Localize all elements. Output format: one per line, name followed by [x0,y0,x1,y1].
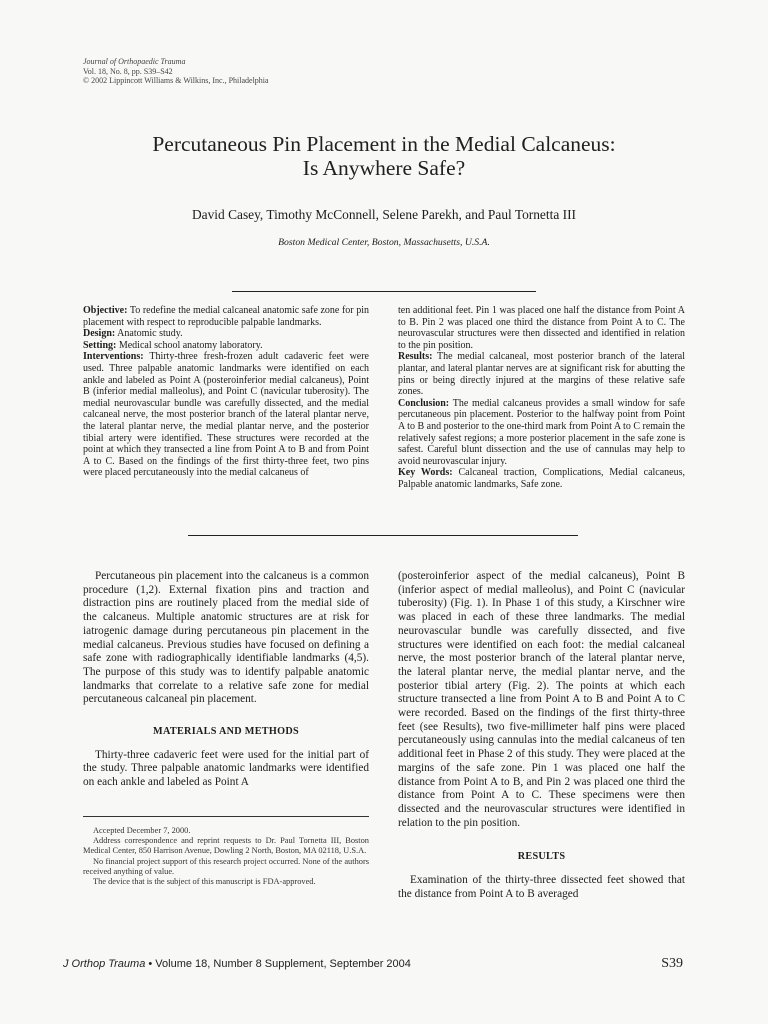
journal-header [83,57,403,86]
keywords-label: Key Words: [398,467,453,479]
methods-paragraph-cont: (posteroinferior aspect of the medial calcaneus), Point B (inferior aspect of medial malleolus), and Point C (navicular tuberosity) (Fig. 1). In Phase 1 of this study, a Kirschner wire was placed in each of these three landmarks. The medial neurovascular bundle was carefully dissected, and five structures were identified on each foot: the medial calcaneal nerve, the most posterior branch of the lateral plantar nerve, the lateral plantar nerve, the medial plantar nerve, and the posterior tibial artery (Fig. 2). The points at which each structure transected a line from Point A to B and Point A to C were recorded. Based on the findings of the first thirty-three feet (see Results), two five-millimeter half pins were placed percutaneously using cannulas into the medial calcaneus of ten additional feet in Phase 2 of this study. They were placed at the margins of the safe zone. Pin 1 was placed one half the distance from Point A to B, and Pin 2 was placed one third the distance from Point A to C. These specimens were then dissected and the neurovascular structures were identified in relation to the pin position. [398,570,685,829]
abstract-objective [83,305,369,328]
footer-issue: Volume 18, Number 8 Supplement, September 2004 [155,958,411,970]
abstract-bottom-rule [188,535,578,536]
abstract-interventions [83,351,369,479]
interventions-label: Interventions: [83,351,144,363]
abstract-interventions-cont: ten additional feet. Pin 1 was placed one half the distance from Point A to B. Pin 2 was placed one third the distance from Point A to C. The neurovascular structures were then dissected and identified in relation to the pin position. [398,305,685,351]
setting-text: Medical school anatomy laboratory. [116,339,263,351]
design-text: Anatomic study. [115,328,183,340]
abstract-setting [83,340,369,352]
abstract-results [398,351,685,397]
methods-paragraph: Thirty-three cadaveric feet were used for the initial part of the study. Three palpable anatomic landmarks were identified on each ankle and labeled as Point A [83,748,369,789]
journal-name: Journal of Orthopaedic Trauma [83,57,186,66]
abstract-right-column [398,305,685,491]
footnotes [83,816,369,887]
abstract-conclusion [398,398,685,468]
journal-copyright: © 2002 Lippincott Williams & Wilkins, Inc., Philadelphia [83,76,269,86]
footer-journal: J Orthop Trauma [63,958,146,970]
body-right-column [398,570,685,901]
setting-label: Setting: [83,339,117,351]
page-number: S39 [661,956,683,971]
author-list: David Casey, Timothy McConnell, Selene Parekh, and Paul Tornetta III [192,207,576,222]
conclusion-label: Conclusion: [398,397,450,409]
results-text: The medial calcaneal, most posterior branch of the lateral plantar, and lateral plantar nerves are at significant risk for abutting the pins or being directly injured at the margins of these relative safe zones. [398,351,685,398]
results-heading: RESULTS [517,851,566,863]
footer-bullet: • [145,958,156,970]
abstract-design [83,328,369,340]
objective-label: Objective: [83,305,128,316]
results-paragraph: Examination of the thirty-three dissected feet showed that the distance from Point A to B averaged [398,874,685,900]
footnote-support: No financial project support of this research project occurred. None of the authors received anything of value. [83,856,369,876]
design-label: Design: [83,328,116,340]
objective-text: To redefine the medial calcaneal anatomic safe zone for pin placement with respect to reproducible palpable landmarks. [83,305,369,328]
abstract-left-column [83,305,369,479]
article-title [84,132,684,180]
footnote-address: Address correspondence and reprint requests to Dr. Paul Tornetta III, Boston Medical Center, 850 Harrison Avenue, Dowling 2 North, Boston, MA 02118, U.S.A. [83,836,369,856]
interventions-text: Thirty-three fresh-frozen adult cadaveric feet were used. Three palpable anatomic landmarks were identified on each ankle and labeled as Point A (posteroinferior medial calcaneus), Point B (inferior medial malleolus), and Point C (navicular tuberosity). The medial neurovascular bundle was carefully dissected, and the medial calcaneal nerve, the most posterior branch of the lateral plantar nerve, the lateral plantar nerve, the medial plantar nerve, and the posterior tibial artery were identified. These structures were recorded at the point at which they transected a line from Point A to B and from Point A to C. Based on the findings of the first thirty-three feet, two pins were placed percutaneously into the medial calcaneus of [83,351,369,479]
body-left-column [83,570,369,790]
title-line-2: Is Anywhere Safe? [302,156,466,180]
page-footer [63,958,683,970]
footnote-accepted: Accepted December 7, 2000. [93,826,191,835]
intro-paragraph: Percutaneous pin placement into the calcaneus is a common procedure (1,2). External fixation pins and traction and distraction pins are routinely placed from the medial side of the calcaneus. Multiple anatomic structures are at risk for iatrogenic damage during percutaneous pin placement in the medial calcaneus. Previous studies have focused on defining a safe zone with radiographically identifiable landmarks (4,5). The purpose of this study was to identify palpable anatomic landmarks that correlate to a relative safe zone for medial percutaneous calcaneal pin placement. [83,570,369,706]
title-line-1: Percutaneous Pin Placement in the Medial Calcaneus: [152,132,616,156]
journal-volume: Vol. 18, No. 8, pp. S39–S42 [83,66,173,76]
abstract-keywords [398,467,685,490]
results-label: Results: [398,351,433,363]
methods-heading: MATERIALS AND METHODS [153,726,299,738]
affiliation: Boston Medical Center, Boston, Massachusetts, U.S.A. [278,237,490,248]
keywords-text: Calcaneal traction, Complications, Medial calcaneus, Palpable anatomic landmarks, Safe zone. [398,467,685,490]
abstract-top-rule [232,291,536,292]
conclusion-text: The medial calcaneus provides a small window for safe percutaneous pin placement. Posterior to the halfway point from Point A to B and posterior to the one-third mark from Point A to C remain the relatively safest regions; a more posterior placement in the safe zone is safest. Careful blunt dissection and the use of cannulas may help to avoid neurovascular injury. [398,397,685,467]
footnote-fda: The device that is the subject of this manuscript is FDA-approved. [93,877,316,887]
